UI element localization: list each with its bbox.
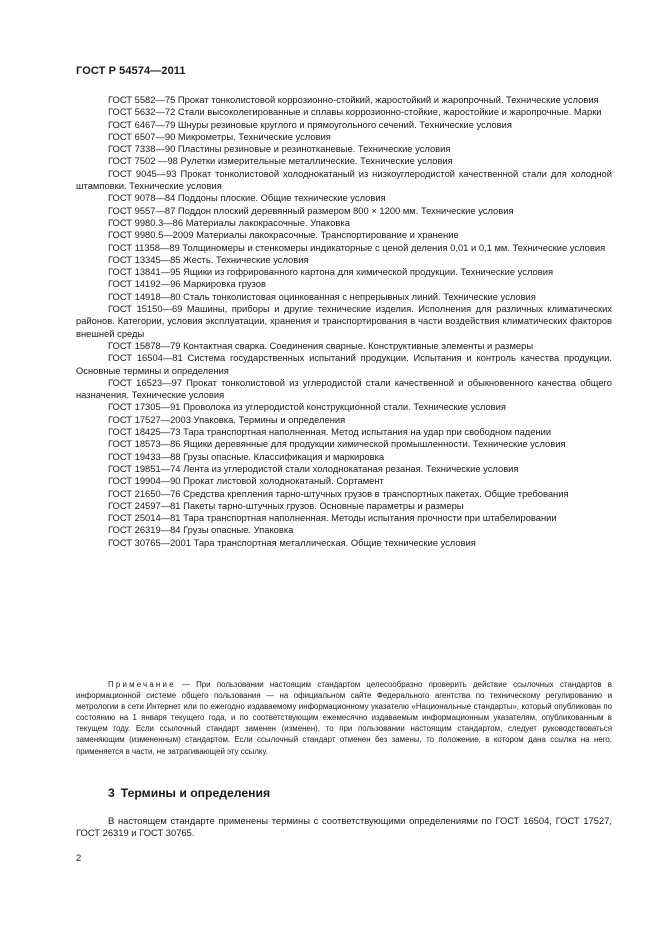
reference-item: ГОСТ 9980.3—86 Материалы лакокрасочные. Упаковка <box>108 216 350 228</box>
reference-item: ГОСТ 19433—88 Грузы опасные. Классификация и маркировка <box>108 450 385 462</box>
reference-item: ГОСТ 25014—81 Тара транспортная наполненная. Методы испытания прочности при штабелировании <box>108 512 557 524</box>
reference-item: ГОСТ 13841—95 Ящики из гофрированного картона для химической продукции. Технические условия <box>108 266 554 278</box>
reference-item: ГОСТ 17305—91 Проволока из углеродистой конструкционной стали. Технические условия <box>108 401 506 413</box>
reference-item: ГОСТ 14918—80 Сталь тонколистовая оцинкованная с непрерывных линий. Технические условия <box>108 290 536 302</box>
reference-item: ГОСТ 16523—97 Прокат тонколистовой из углеродистой стали качественной и обыкновенного качества общего назначения. Технические условия <box>76 376 612 401</box>
reference-item: ГОСТ 21650—76 Средства крепления тарно-штучных грузов в транспортных пакетах. Общие требования <box>108 487 569 499</box>
reference-item: ГОСТ 16504—81 Система государственных испытаний продукции. Испытания и контроль качества продукции. Основные термины и определения <box>76 352 612 376</box>
section-number: 3 <box>108 786 115 800</box>
reference-item: ГОСТ 7502 —98 Рулетки измерительные металлические. Технические условия <box>108 155 453 167</box>
reference-item: ГОСТ 9078—84 Поддоны плоские. Общие технические условия <box>108 192 386 204</box>
page-number: 2 <box>76 852 82 863</box>
reference-item: ГОСТ 6507—90 Микрометры. Технические условия <box>108 130 331 142</box>
reference-item: ГОСТ 13345—85 Жесть. Технические условия <box>108 253 309 265</box>
reference-item: ГОСТ 24597—81 Пакеты тарно-штучных грузов. Основные параметры и размеры <box>108 499 464 511</box>
reference-item: ГОСТ 30765—2001 Тара транспортная металлическая. Общие технические условия <box>108 536 476 548</box>
reference-item: ГОСТ 26319—84 Грузы опасные. Упаковка <box>108 524 294 536</box>
reference-item: ГОСТ 19904—90 Прокат листовой холоднокатаный. Сортамент <box>108 475 384 487</box>
reference-item: ГОСТ 18573—86 Ящики деревянные для продукции химической промышленности. Технические условия <box>108 438 566 450</box>
document-header: ГОСТ Р 54574—2011 <box>76 65 186 77</box>
reference-item: ГОСТ 19851—74 Лента из углеродистой стали холоднокатаная резаная. Технические условия <box>108 462 519 474</box>
section-body: В настоящем стандарте применены термины с соответствующими определениями по ГОСТ 16504, ГОСТ 17527, ГОСТ 26319 и ГОСТ 30765. <box>76 815 612 839</box>
reference-item: ГОСТ 14192—96 Маркировка грузов <box>108 278 266 290</box>
reference-item: ГОСТ 6467—79 Шнуры резиновые круглого и прямоугольного сечений. Технические условия <box>108 118 512 130</box>
reference-item: ГОСТ 5582—75 Прокат тонколистовой коррозионно-стойкий, жаростойкий и жаропрочный. Технические условия <box>108 94 599 105</box>
reference-item: ГОСТ 7338—90 Пластины резиновые и резинотканевые. Технические условия <box>108 143 451 155</box>
note-label: Примечание <box>108 680 176 689</box>
section-title: Термины и определения <box>120 786 271 800</box>
reference-item: ГОСТ 17527—2003 Упаковка. Термины и определения <box>108 413 346 425</box>
reference-item: ГОСТ 9557—87 Поддон плоский деревянный размером 800 × 1200 мм. Технические условия <box>108 204 514 216</box>
reference-item: ГОСТ 9980.5—2009 Материалы лакокрасочные. Транспортирование и хранение <box>108 229 459 241</box>
reference-item: ГОСТ 11358—89 Толщиномеры и стенкомеры индикаторные с ценой деления 0,01 и 0,1 мм. Технические условия <box>108 241 606 253</box>
note-text: — При пользовании настоящим стандартом целесообразно проверить действие ссылочных стандартов в информационной системе общего пользования — на официальном сайте Федерального агентства по техническому регулированию и метрологии в сети Интернет или по ежегодно издаваемому информационному указателю «Национальные стандарты», который опубликован по состоянию на 1 января текущего года, и по соответствующим ежемесячно издаваемым информационным указателям, опубликованным в текущем году. Если ссылочный стандарт заменен (изменен), то при пользовании настоящим стандартом, следует руководствоваться заменяющим (измененным) стандартом. Если ссылочный стандарт отменен без замены, то положение, в котором дана ссылка на него, применяется в части, не затрагивающей эту ссылку. <box>76 680 612 756</box>
reference-item: ГОСТ 9045—93 Прокат тонколистовой холоднокатаный из низкоуглеродистой качественной стали для холодной штамповки. Технические условия <box>76 167 612 192</box>
reference-item: ГОСТ 15878—79 Контактная сварка. Соединения сварные. Конструктивные элементы и размеры <box>108 339 534 351</box>
reference-item: ГОСТ 18425—73 Тара транспортная наполненная. Метод испытания на удар при свободном падении <box>108 426 552 438</box>
reference-note <box>76 679 612 757</box>
reference-item: ГОСТ 5632—72 Стали высоколегированные и сплавы коррозионно-стойкие, жаростойкие и жаропрочные. Марки <box>108 106 602 118</box>
section-heading <box>108 786 270 800</box>
reference-item: ГОСТ 15150—69 Машины, приборы и другие технические изделия. Исполнения для различных климатических районов. Категории, условия эксплуатации, хранения и транспортирования в части воздействия климатических факторов внешней среды <box>76 303 612 339</box>
normative-references-list <box>76 94 612 549</box>
